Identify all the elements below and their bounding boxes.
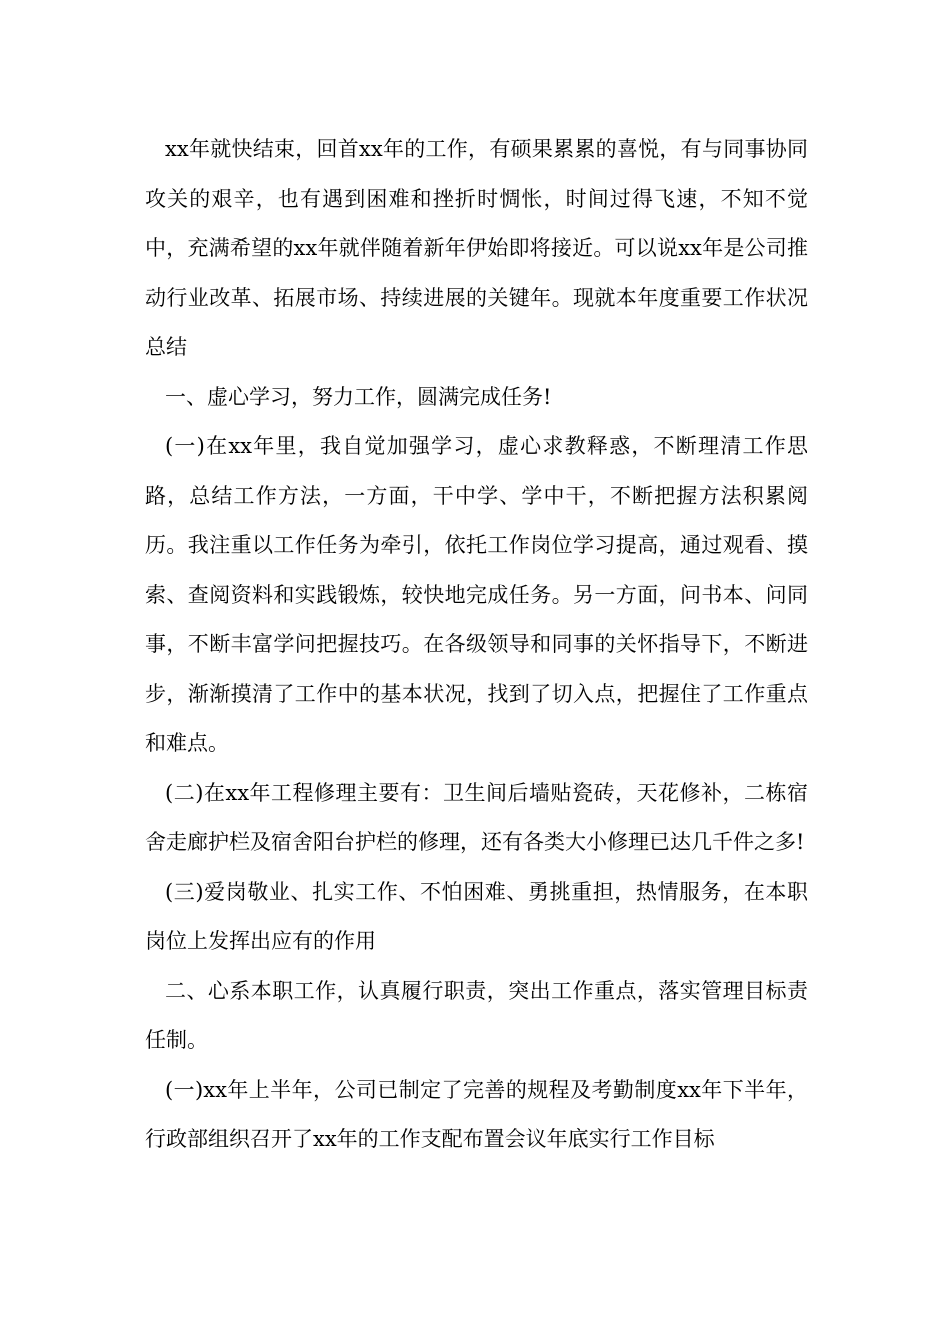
heading-section-1: 一、虚心学习，努力工作，圆满完成任务! <box>165 384 552 409</box>
paragraph-intro: xx年就快结束，回首xx年的工作，有硕果累累的喜悦，有与同事协同攻关的艰辛，也有遇到困难和挫折时惆怅，时间过得飞速，不知不觉中，充满希望的xx年就伴随着新年伊始即将接近。可以说xx年是公司推动行业改革、拓展市场、持续进展的关键年。现就本年度重要工作状况总结 <box>145 137 808 359</box>
heading-section-2: 二、心系本职工作，认真履行职责，突出工作重点，落实管理目标责任制。 <box>145 978 808 1052</box>
paragraph-1-2: (二)在xx年工程修理主要有：卫生间后墙贴瓷砖，天花修补，二栋宿舍走廊护栏及宿舍阳台护栏的修理，还有各类大小修理已达几千件之多! <box>145 780 808 854</box>
document-page <box>145 125 808 1165</box>
paragraph-2-1: (一)xx年上半年，公司已制定了完善的规程及考勤制度xx年下半年，行政部组织召开了xx年的工作支配布置会议年底实行工作目标 <box>145 1077 808 1151</box>
paragraph-1-3: (三)爱岗敬业、扎实工作、不怕困难、勇挑重担，热情服务，在本职岗位上发挥出应有的作用 <box>145 879 808 953</box>
paragraph-1-1: (一)在xx年里，我自觉加强学习，虚心求教释惑，不断理清工作思路，总结工作方法，一方面，干中学、学中干，不断把握方法积累阅历。我注重以工作任务为牵引，依托工作岗位学习提高，通过观看、摸索、查阅资料和实践锻炼，较快地完成任务。另一方面，问书本、问同事，不断丰富学问把握技巧。在各级领导和同事的关怀指导下，不断进步，渐渐摸清了工作中的基本状况，找到了切入点，把握住了工作重点和难点。 <box>145 434 808 755</box>
